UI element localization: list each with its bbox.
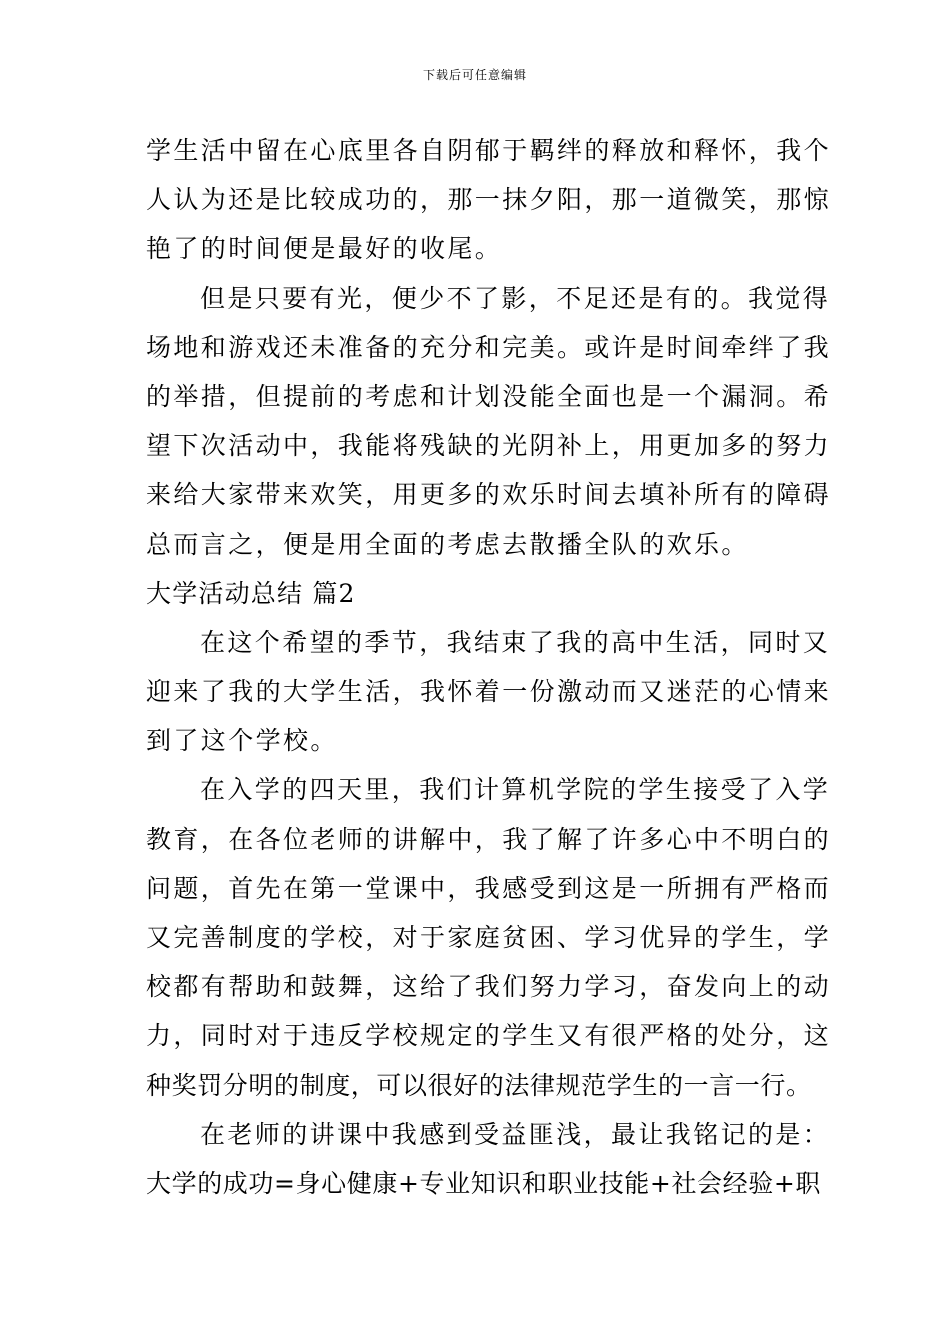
text-line: 在老师的讲课中我感到受益匪浅，最让我铭记的是：: [200, 1119, 831, 1149]
text-line: 在这个希望的季节，我结束了我的高中生活，同时又: [200, 627, 831, 657]
text-line: 又完善制度的学校，对于家庭贫困、学习优异的学生，学: [146, 923, 832, 952]
text-line: 在入学的四天里，我们计算机学院的学生接受了入学: [200, 775, 831, 805]
text-line: 到了这个学校。: [146, 726, 338, 756]
text-line: 问题，首先在第一堂课中，我感受到这是一所拥有严格而: [146, 873, 832, 903]
section-heading: 大学活动总结 篇2: [146, 578, 356, 608]
text-line: 但是只要有光，便少不了影，不足还是有的。我觉得: [200, 283, 831, 313]
text-line: 迎来了我的大学生活，我怀着一份激动而又迷茫的心情来: [146, 677, 832, 707]
text-line: 的举措，但提前的考虑和计划没能全面也是一个漏洞。希: [146, 381, 832, 411]
text-line: 力，同时对于违反学校规定的学生又有很严格的处分，这: [146, 1021, 832, 1051]
document-body: [146, 126, 832, 1208]
text-line: 总而言之，便是用全面的考虑去散播全队的欢乐。: [146, 529, 749, 559]
text-line: 场地和游戏还未准备的充分和完美。或许是时间牵绊了我: [146, 332, 832, 362]
text-line: 望下次活动中，我能将残缺的光阴补上，用更加多的努力: [146, 431, 832, 461]
text-line: 校都有帮助和鼓舞，这给了我们努力学习，奋发向上的动: [146, 972, 832, 1002]
text-line: 来给大家带来欢笑，用更多的欢乐时间去填补所有的障碍: [146, 480, 832, 510]
text-line: 人认为还是比较成功的，那一抹夕阳，那一道微笑，那惊: [146, 185, 832, 215]
text-line: 艳了的时间便是最好的收尾。: [146, 234, 503, 264]
page-header: 下载后可任意编辑: [422, 68, 527, 82]
text-line: 大学的成功=身心健康+专业知识和职业技能+社会经验+职: [146, 1168, 821, 1198]
text-line: 种奖罚分明的制度，可以很好的法律规范学生的一言一行。: [146, 1070, 812, 1100]
text-line: 教育，在各位老师的讲解中，我了解了许多心中不明白的: [146, 824, 832, 854]
text-line: 学生活中留在心底里各自阴郁于羁绊的释放和释怀，我个: [146, 136, 832, 165]
